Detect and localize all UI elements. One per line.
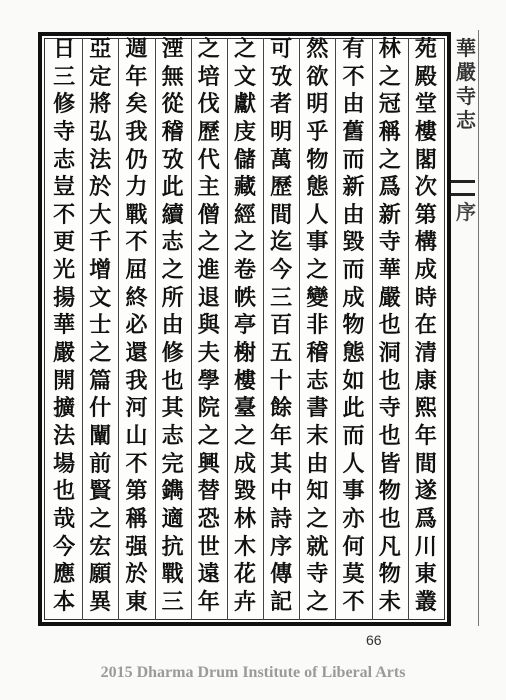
page-number: 66 [366, 632, 382, 648]
text-column: 有 不 由 舊 而 新 由 毀 而 成 物 態 如 此 而 人 事 亦 何 莫 不 [342, 36, 365, 615]
text-column: 週 年 矣 我 仍 力 戰 不 屈 終 必 還 我 河 山 不 第 稱 强 於 東 [125, 36, 148, 615]
text-column: 林 之 冠 稱 之 爲 新 寺 華 嚴 也 洞 也 寺 也 皆 物 也 凡 物 未 [378, 36, 401, 615]
text-column: 日 三 修 寺 志 豈 不 更 光 揚 華 嚴 開 擴 法 場 也 哉 今 應 本 [53, 36, 76, 615]
copyright-credit: 2015 Dharma Drum Institute of Liberal Arts [100, 664, 406, 681]
margin-book-title: 華 嚴 寺 志 [456, 36, 476, 132]
fish-tail-mark [451, 180, 475, 196]
column-rule [118, 38, 119, 620]
text-column: 可 攷 者 明 萬 歷 間 迄 今 三 百 五 十 餘 年 其 中 詩 序 傳 記 [270, 36, 293, 615]
column-rule [263, 38, 264, 620]
text-column: 然 欲 明 乎 物 態 人 事 之 變 非 稽 志 書 末 由 知 之 就 寺 之 [306, 36, 329, 615]
column-rule [82, 38, 83, 620]
column-rule [335, 38, 336, 620]
column-rule [299, 38, 300, 620]
column-rule [408, 38, 409, 620]
margin-section-label: 序 [456, 200, 476, 224]
text-column: 之 文 獻 庋 儲 藏 經 之 卷 帙 亭 榭 樓 臺 之 成 毀 林 木 花 卉 [233, 36, 256, 615]
text-column: 亞 定 將 弘 法 於 大 千 增 文 士 之 篇 什 闡 前 賢 之 宏 願 異 [89, 36, 112, 615]
text-column: 湮 無 從 稽 攷 此 續 志 之 所 由 修 也 其 志 完 鐫 適 抗 戰 三 [161, 36, 184, 615]
text-column: 之 培 伐 歷 代 主 僧 之 進 退 與 夫 學 院 之 興 替 恐 世 遠 年 [197, 36, 220, 615]
column-rule [227, 38, 228, 620]
text-column: 苑 殿 堂 樓 閣 次 第 構 成 時 在 清 康 熙 年 間 遂 爲 川 東 叢 [414, 36, 437, 615]
binding-line [478, 30, 479, 626]
